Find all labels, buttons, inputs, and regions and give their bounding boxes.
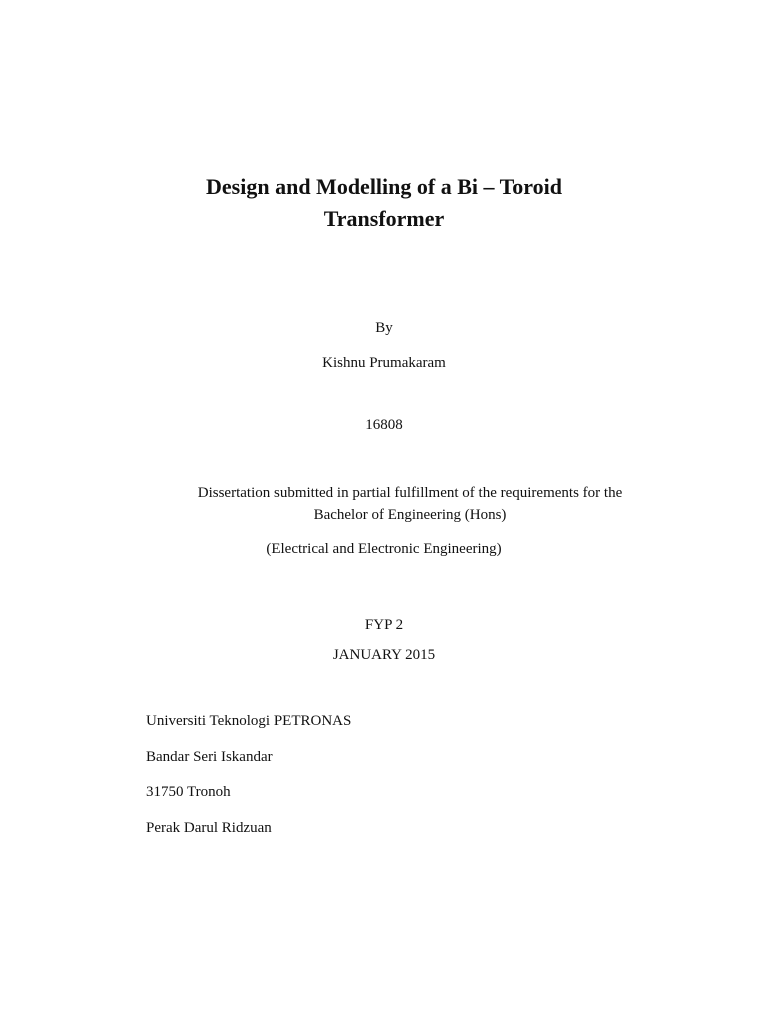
address-line-town: Bandar Seri Iskandar (146, 748, 273, 765)
student-id: 16808 (365, 417, 403, 433)
submission-line-1: Dissertation submitted in partial fulfillment of the requirements for the (197, 485, 623, 501)
submission-statement (130, 482, 690, 526)
title-line-1: Design and Modelling of a Bi – Toroid (206, 174, 562, 199)
submission-date: JANUARY 2015 (332, 647, 436, 663)
address-line-state: Perak Darul Ridzuan (146, 819, 272, 836)
address-line-university: Universiti Teknologi PETRONAS (146, 713, 352, 729)
document-title (26, 171, 742, 235)
title-line-2: Transformer (323, 206, 445, 231)
course-code: FYP 2 (364, 617, 404, 633)
programme-name: (Electrical and Electronic Engineering) (266, 541, 502, 557)
university-address (146, 710, 646, 852)
address-line-postcode: 31750 Tronoh (146, 784, 231, 800)
by-label: By (375, 320, 393, 336)
author-name: Kishnu Prumakaram (322, 355, 446, 371)
submission-line-2: Bachelor of Engineering (Hons) (313, 507, 507, 523)
